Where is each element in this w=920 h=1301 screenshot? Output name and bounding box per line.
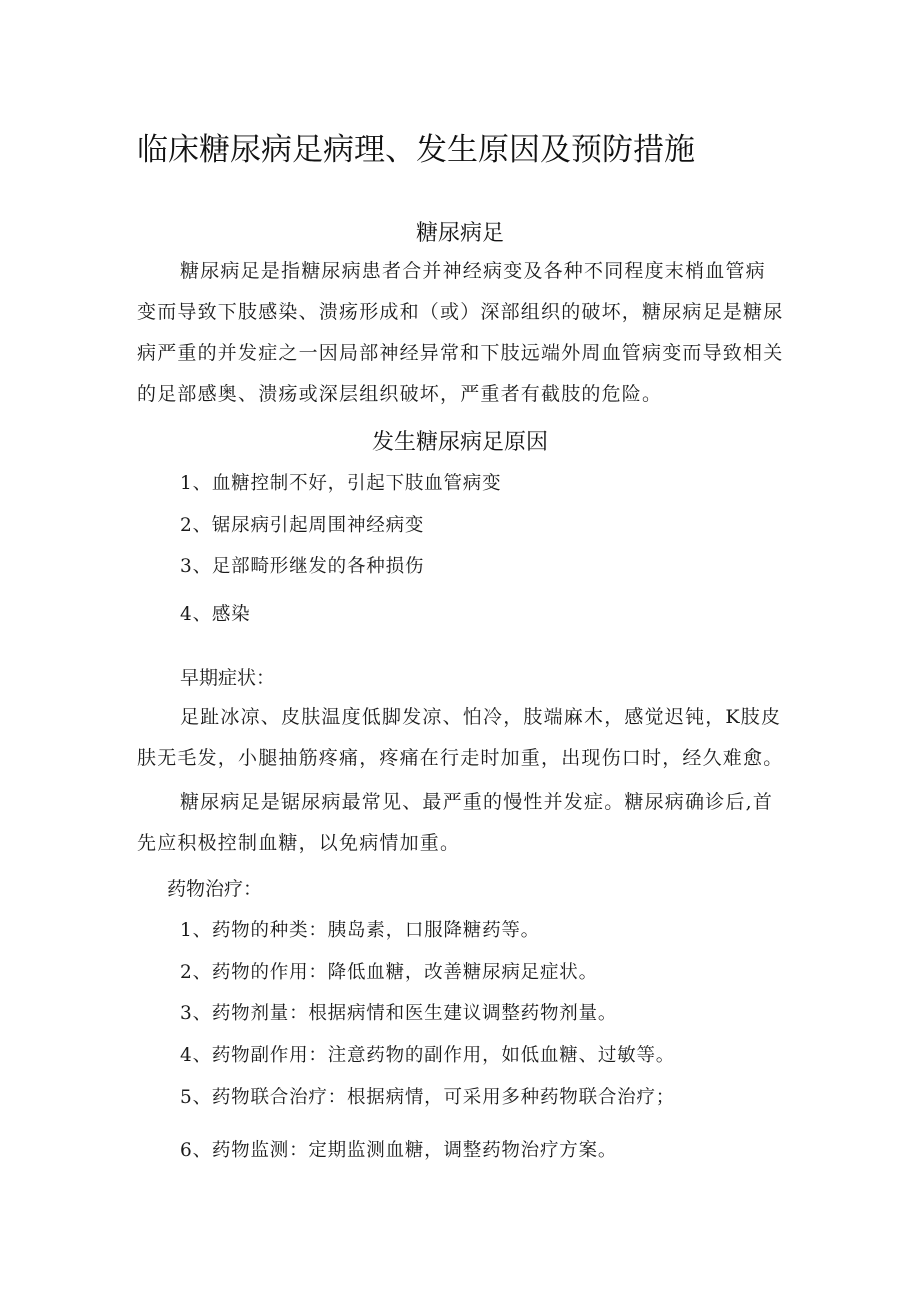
- treatment-item: 3、药物剂量：根据病情和医生建议调整药物剂量。: [180, 1003, 618, 1024]
- cause-item: 4、感染: [180, 604, 251, 625]
- document-title: 临床糖尿病足病理、发生原因及预防措施: [137, 132, 695, 168]
- treatment-item: 4、药物副作用：注意药物的副作用，如低血糖、过敏等。: [180, 1045, 676, 1066]
- symptoms-label: 早期症状：: [180, 667, 276, 689]
- section-heading-causes: 发生糖尿病足原因: [371, 430, 548, 455]
- cause-item: 2、锯尿病引起周围神经病变: [180, 515, 425, 536]
- treatment-item: 6、药物监测：定期监测血糖，调整药物治疗方案。: [180, 1140, 618, 1161]
- definition-line: 的足部感奥、溃疡或深层组织破坏，严重者有截肢的危险。: [137, 383, 663, 405]
- definition-line: 病严重的并发症之一因局部神经异常和下肢远端外周血管病变而导致相关: [137, 342, 784, 364]
- symptoms-line: 肤无毛发，小腿抽筋疼痛，疼痛在行走时加重，出现伤口时，经久难愈。: [137, 747, 784, 769]
- cause-item: 1、血糖控制不好，引起下肢血管病变: [180, 473, 502, 494]
- treatment-label: 药物治疗：: [167, 878, 263, 900]
- symptoms-line: 足趾冰凉、皮肤温度低脚发凉、怕冷，肢端麻木，感觉迟钝，K肢皮: [180, 706, 782, 728]
- symptoms-line: 糖尿病足是锯尿病最常见、最严重的慢性并发症。糖尿病确诊后,首: [180, 791, 774, 813]
- section-heading-definition: 糖尿病足: [415, 221, 504, 246]
- treatment-item: 5、药物联合治疗：根据病情，可采用多种药物联合治疗；: [180, 1087, 676, 1108]
- treatment-item: 2、药物的作用：降低血糖，改善糖尿病足症状。: [180, 962, 598, 983]
- symptoms-line: 先应积极控制血糖，以免病情加重。: [137, 832, 461, 854]
- cause-item: 3、足部畸形继发的各种损伤: [180, 556, 425, 577]
- treatment-item: 1、药物的种类：胰岛素，口服降糖药等。: [180, 920, 540, 941]
- definition-line: 糖尿病足是指糖尿病患者合并神经病变及各种不同程度末梢血管病: [180, 260, 766, 282]
- definition-line: 变而导致下肢感染、溃疡形成和（或）深部组织的破坏，糖尿病足是糖尿: [137, 301, 784, 323]
